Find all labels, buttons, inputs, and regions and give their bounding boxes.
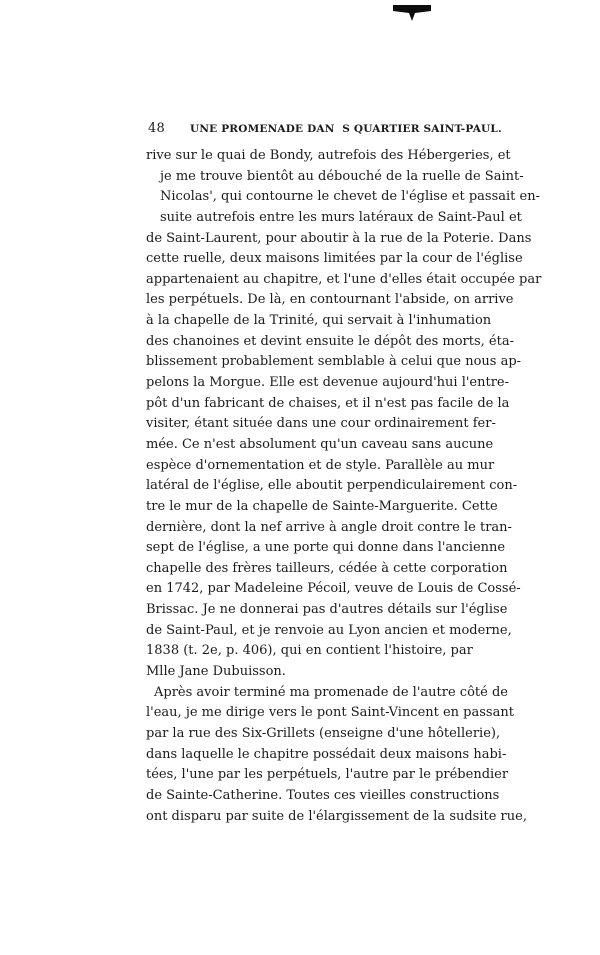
text-line: je me trouve bientôt au débouché de la ruelle de Saint- [160, 168, 524, 184]
text-line: Mlle Jane Dubuisson. [146, 664, 286, 680]
text-line: chapelle des frères tailleurs, cédée à cette corporation [146, 560, 508, 576]
text-line: 1838 (t. 2e, p. 406), qui en contient l'histoire, par [146, 643, 473, 659]
text-line: espèce d'ornementation et de style. Parallèle au mur [146, 457, 495, 473]
text-line: sept de l'église, a une porte qui donne dans l'ancienne [146, 540, 506, 556]
text-line: blissement probablement semblable à celui que nous ap- [146, 354, 522, 370]
text-line: les perpétuels. De là, en contournant l'abside, on arrive [146, 292, 514, 308]
text-line: Après avoir terminé ma promenade de l'autre côté de [154, 684, 508, 700]
text-line: Brissac. Je ne donnerai pas d'autres détails sur l'église [146, 602, 508, 618]
text-line: par la rue des Six-Grillets (enseigne d'une hôtellerie), [146, 725, 501, 741]
text-line: dernière, dont la nef arrive à angle droit contre le tran- [146, 519, 512, 535]
text-line: tre le mur de la chapelle de Sainte-Marguerite. Cette [146, 498, 498, 514]
text-line: rive sur le quai de Bondy, autrefois des Hébergeries, et [146, 148, 511, 163]
text-line: mée. Ce n'est absolument qu'un caveau sans aucune [146, 436, 494, 452]
body-text [146, 146, 542, 827]
text-line: tées, l'une par les perpétuels, l'autre par le prébendier [146, 767, 509, 783]
text-line: de Saint-Laurent, pour aboutir à la rue de la Poterie. Dans [146, 230, 532, 246]
text-line: pôt d'un fabricant de chaises, et il n'est pas facile de la [146, 395, 510, 411]
text-line: l'eau, je me dirige vers le pont Saint-Vincent en passant [146, 705, 514, 721]
running-title: UNE PROMENADE DAN S QUARTIER SAINT-PAUL. [190, 123, 502, 135]
text-line: à la chapelle de la Trinité, qui servait à l'inhumation [146, 313, 492, 329]
printer-mark-icon [393, 5, 431, 21]
text-line: visiter, étant située dans une cour ordinairement fer- [146, 416, 496, 432]
text-line: des chanoines et devint ensuite le dépôt des morts, éta- [146, 333, 514, 349]
running-header [148, 121, 502, 139]
text-line: dans laquelle le chapitre possédait deux maisons habi- [146, 746, 507, 762]
text-line: suite autrefois entre les murs latéraux de Saint-Paul et [160, 209, 522, 225]
page-number: 48 [148, 121, 165, 136]
text-line: de Saint-Paul, et je renvoie au Lyon ancien et moderne, [146, 622, 512, 638]
text-line: en 1742, par Madeleine Pécoil, veuve de Louis de Cossé- [146, 581, 521, 597]
text-line: appartenaient au chapitre, et l'une d'elles était occupée par [146, 271, 542, 287]
text-line: latéral de l'église, elle aboutit perpendiculairement con- [146, 478, 518, 494]
text-line: cette ruelle, deux maisons limitées par la cour de l'église [146, 251, 523, 267]
text-line: pelons la Morgue. Elle est devenue aujourd'hui l'entre- [146, 375, 510, 391]
text-line: de Sainte-Catherine. Toutes ces vieilles constructions [146, 787, 500, 803]
text-line: ont disparu par suite de l'élargissement de la sudsite rue, [146, 808, 527, 824]
text-line: Nicolas', qui contourne le chevet de l'église et passait en- [160, 189, 540, 205]
